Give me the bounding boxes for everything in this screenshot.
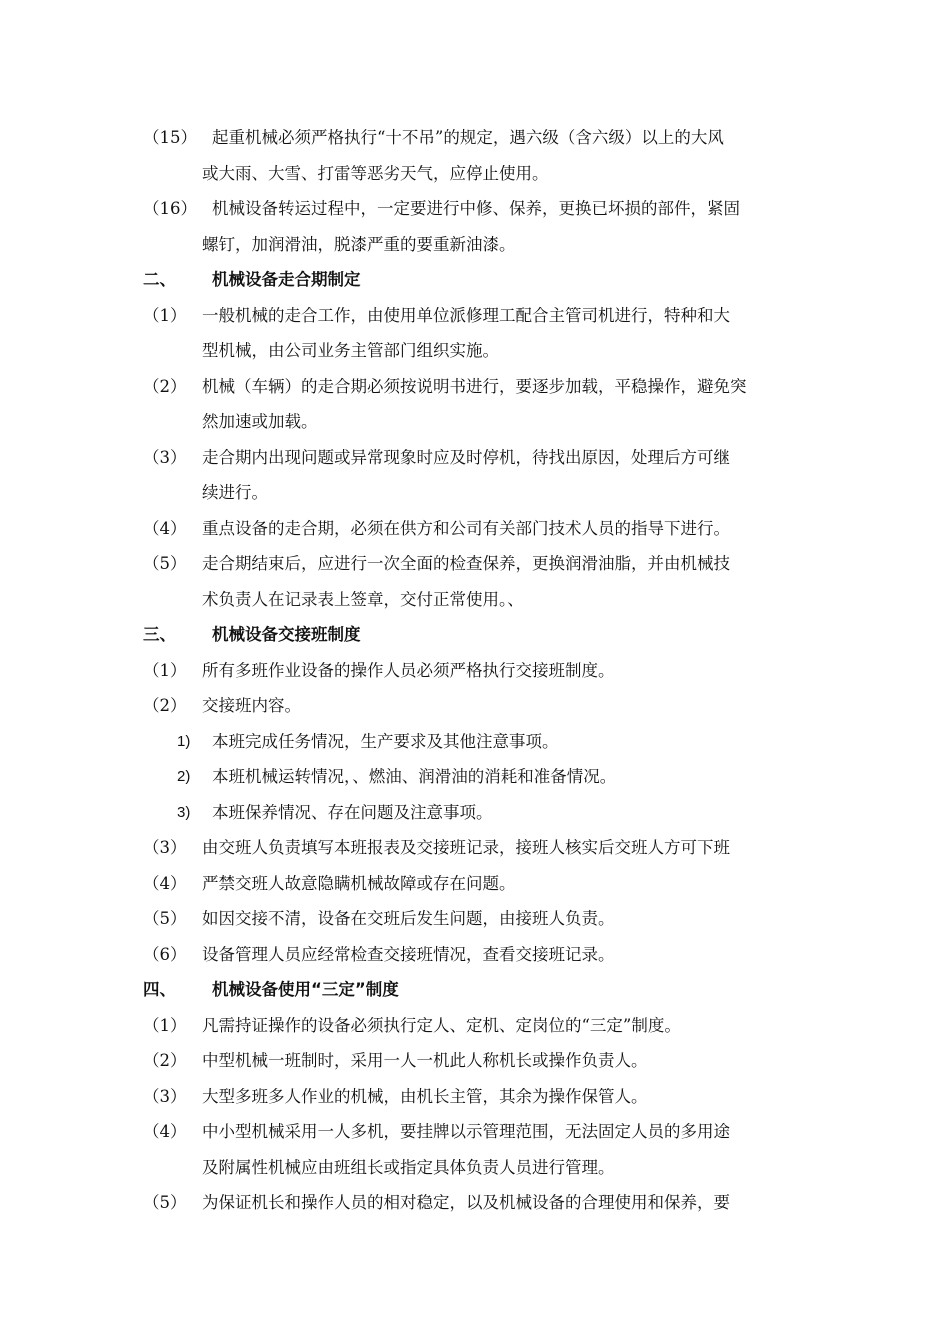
- list-item: [0, 1114, 950, 1150]
- list-item-continuation: [0, 582, 950, 618]
- item-number: 1): [177, 732, 191, 750]
- list-item: [0, 1185, 950, 1221]
- item-text: 本班机械运转情况，、燃油、润滑油的消耗和准备情况。: [212, 767, 617, 786]
- item-text: 中型机械一班制时，采用一人一机此人称机长或操作负责人。: [202, 1051, 648, 1070]
- item-number: （3）: [143, 1086, 187, 1106]
- item-text: 型机械，由公司业务主管部门组织实施。: [202, 341, 499, 360]
- item-number: （3）: [143, 838, 187, 857]
- list-item: [0, 1043, 950, 1079]
- section-title: 机械设备走合期制定: [212, 270, 361, 289]
- list-item-continuation: [0, 1150, 950, 1186]
- item-number: （16）: [143, 199, 197, 218]
- item-number: （15）: [143, 128, 197, 147]
- list-item: [0, 511, 950, 547]
- item-number: （5）: [143, 1193, 187, 1212]
- item-number: （4）: [143, 1122, 187, 1141]
- list-item: [0, 369, 950, 405]
- list-item: [0, 191, 950, 227]
- item-text: 设备管理人员应经常检查交接班情况，查看交接班记录。: [202, 944, 615, 964]
- item-text: 凡需持证操作的设备必须执行定人、定机、定岗位的“三定”制度。: [202, 1015, 681, 1035]
- item-text: 走合期结束后，应进行一次全面的检查保养，更换润滑油脂，并由机械技: [202, 554, 730, 573]
- item-text: 及附属性机械应由班组长或指定具体负责人员进行管理。: [202, 1157, 615, 1177]
- section-title: 机械设备交接班制度: [212, 625, 361, 644]
- item-text: 术负责人在记录表上签章，交付正常使用。、: [202, 589, 524, 609]
- list-item: [0, 688, 950, 724]
- list-item: [0, 120, 950, 156]
- item-text: 中小型机械采用一人多机，要挂牌以示管理范围，无法固定人员的多用途: [202, 1122, 730, 1141]
- item-number: 2): [177, 768, 191, 785]
- item-number: （5）: [143, 909, 187, 928]
- list-item-continuation: [0, 227, 950, 263]
- section-number: 三、: [143, 625, 176, 644]
- sub-list-item: [0, 795, 950, 831]
- section-number: 二、: [143, 270, 176, 289]
- item-text: 或大雨、大雪、打雷等恶劣天气，应停止使用。: [202, 163, 549, 183]
- list-item: [0, 298, 950, 334]
- list-item: [0, 653, 950, 689]
- item-number: （1）: [143, 305, 187, 325]
- item-text: 严禁交班人故意隐瞒机械故障或存在问题。: [202, 873, 516, 893]
- item-number: （4）: [143, 518, 187, 538]
- item-text: 续进行。: [202, 483, 268, 502]
- section-title: 机械设备使用“三定”制度: [212, 980, 399, 999]
- item-number: （6）: [143, 944, 187, 964]
- list-item: [0, 866, 950, 902]
- item-text: 由交班人负责填写本班报表及交接班记录，接班人核实后交班人方可下班: [202, 838, 730, 857]
- item-text: 机械（车辆）的走合期必须按说明书进行，要逐步加载，平稳操作，避免突: [202, 376, 747, 396]
- list-item-continuation: [0, 333, 950, 369]
- list-item: [0, 937, 950, 973]
- item-text: 螺钉，加润滑油，脱漆严重的要重新油漆。: [202, 234, 516, 254]
- sub-list-item: [0, 759, 950, 795]
- list-item: [0, 901, 950, 937]
- item-text: 重点设备的走合期，必须在供方和公司有关部门技术人员的指导下进行。: [202, 518, 730, 538]
- item-number: （2）: [143, 376, 187, 396]
- item-text: 本班完成任务情况，生产要求及其他注意事项。: [212, 731, 559, 751]
- document-body: [0, 120, 950, 1221]
- item-text: 一般机械的走合工作，由使用单位派修理工配合主管司机进行，特种和大: [202, 305, 730, 325]
- list-item-continuation: [0, 156, 950, 192]
- item-number: （1）: [143, 660, 187, 680]
- item-text: 交接班内容。: [202, 696, 301, 715]
- list-item: [0, 1008, 950, 1044]
- item-text: 然加速或加载。: [202, 412, 318, 431]
- section-heading: [0, 617, 950, 653]
- item-text: 所有多班作业设备的操作人员必须严格执行交接班制度。: [202, 660, 615, 680]
- list-item: [0, 546, 950, 582]
- item-number: 3): [177, 803, 191, 821]
- item-text: 走合期内出现问题或异常现象时应及时停机，待找出原因，处理后方可继: [202, 447, 730, 467]
- item-text: 本班保养情况、存在问题及注意事项。: [212, 802, 493, 822]
- list-item-continuation: [0, 475, 950, 511]
- list-item-continuation: [0, 404, 950, 440]
- item-text: 机械设备转运过程中，一定要进行中修、保养，更换已坏损的部件，紧固: [212, 199, 740, 218]
- section-number: 四、: [143, 980, 176, 999]
- item-text: 为保证机长和操作人员的相对稳定，以及机械设备的合理使用和保养，要: [202, 1193, 730, 1212]
- sub-list-item: [0, 724, 950, 760]
- item-number: （1）: [143, 1015, 187, 1035]
- section-heading: [0, 972, 950, 1008]
- item-number: （2）: [143, 1051, 187, 1070]
- list-item: [0, 830, 950, 866]
- list-item: [0, 1079, 950, 1115]
- section-heading: [0, 262, 950, 298]
- item-text: 起重机械必须严格执行“十不吊”的规定，遇六级（含六级）以上的大风: [212, 128, 724, 147]
- item-text: 如因交接不清，设备在交班后发生问题，由接班人负责。: [202, 909, 615, 928]
- item-number: （2）: [143, 696, 187, 715]
- item-number: （3）: [143, 447, 187, 467]
- item-number: （4）: [143, 873, 187, 893]
- list-item: [0, 440, 950, 476]
- item-text: 大型多班多人作业的机械，由机长主管，其余为操作保管人。: [202, 1086, 648, 1106]
- item-number: （5）: [143, 554, 187, 573]
